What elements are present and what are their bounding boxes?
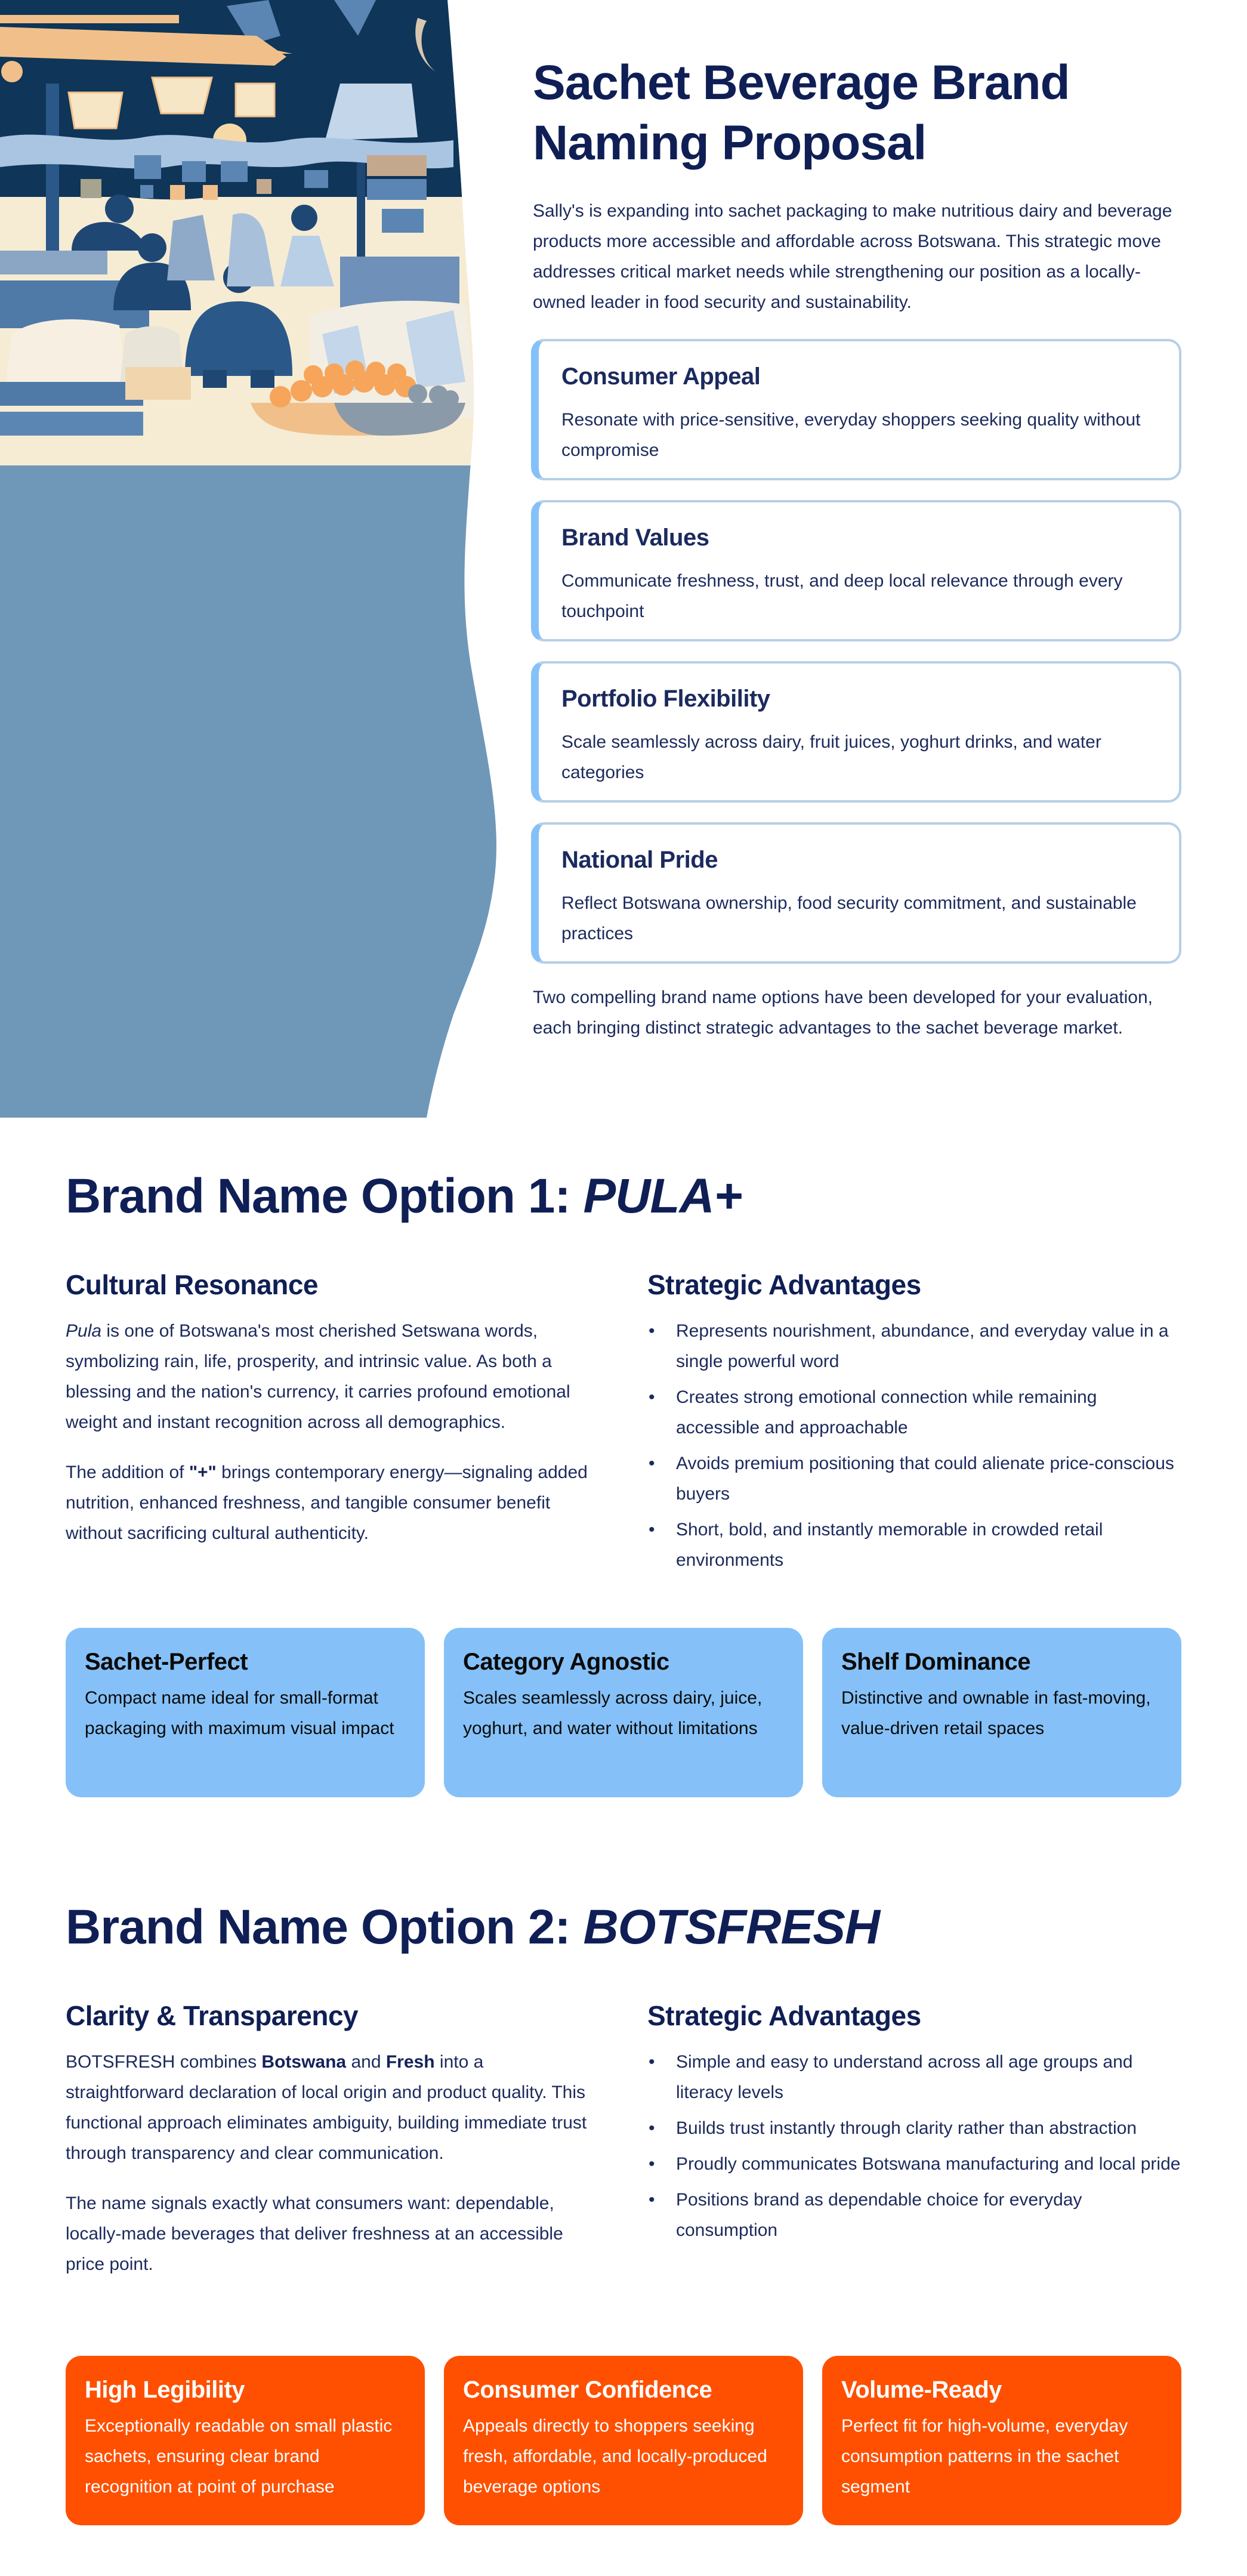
feature-text: Exceptionally readable on small plastic sachets, ensuring clear brand recognition at point of purchase [85, 2416, 393, 2497]
bullet-icon: • [649, 1321, 655, 1341]
feature-title: Shelf Dominance [841, 1649, 1031, 1675]
objective-card-national-pride [531, 822, 1181, 964]
cultural-paragraph-1 [66, 1316, 597, 1437]
advantage-item [647, 1448, 1181, 1509]
bullet-icon: • [649, 1387, 655, 1407]
advantage-item [647, 2185, 1181, 2245]
advantage-item [647, 1382, 1181, 1443]
cultural-resonance-column [66, 1268, 597, 1568]
advantages-list [647, 2047, 1181, 2245]
feature-text: Distinctive and ownable in fast-moving, value-driven retail spaces [841, 1688, 1151, 1738]
clarity-transparency-heading: Clarity & Transparency [66, 2000, 359, 2031]
advantages-list [647, 1316, 1181, 1575]
feature-title: High Legibility [85, 2377, 245, 2403]
advantage-item [647, 2047, 1181, 2108]
outro-paragraph: Two compelling brand name options have been developed for your evaluation, each bringing distinct strategic advantages to the sachet beverage market. [533, 988, 1153, 1038]
bullet-icon: • [649, 2190, 655, 2210]
cultural-paragraph-2 [66, 1457, 597, 1548]
option-2-feature-cards [66, 2356, 1181, 2525]
objective-title: Consumer Appeal [561, 363, 761, 390]
objective-card-portfolio-flexibility [531, 661, 1181, 803]
bullet-icon: • [649, 1520, 655, 1540]
advantage-item [647, 2149, 1181, 2179]
bullet-icon: • [649, 1454, 655, 1473]
clarity-paragraph-2: The name signals exactly what consumers want: dependable, locally-made beverages that deliver freshness at an accessible price point. [66, 2194, 563, 2274]
brand-name-pula-plus: PULA+ [583, 1169, 742, 1223]
objective-text: Scale seamlessly across dairy, fruit juices, yoghurt drinks, and water categories [561, 732, 1101, 782]
strategic-advantages-heading: Strategic Advantages [647, 1269, 921, 1300]
feature-title: Consumer Confidence [463, 2377, 712, 2403]
advantage-text: Short, bold, and instantly memorable in crowded retail environments [676, 1520, 1103, 1570]
feature-card-sachet-perfect [66, 1628, 425, 1797]
text-fragment: and [346, 2052, 386, 2072]
objective-title: Portfolio Flexibility [561, 686, 770, 712]
option-2-section [66, 1898, 1181, 2497]
feature-title: Volume-Ready [841, 2377, 1002, 2403]
clarity-paragraph-1 [66, 2047, 597, 2168]
fresh-emphasis: Fresh [385, 2052, 435, 2072]
feature-text: Perfect fit for high-volume, everyday consumption patterns in the sachet segment [841, 2416, 1128, 2497]
objective-text: Communicate freshness, trust, and deep local relevance through every touchpoint [561, 571, 1123, 621]
advantage-text: Creates strong emotional connection while remaining accessible and approachable [676, 1387, 1097, 1437]
option-title-prefix: Brand Name Option 2: [66, 1900, 584, 1954]
advantage-text: Positions brand as dependable choice for everyday consumption [676, 2190, 1082, 2240]
feature-text: Scales seamlessly across dairy, juice, yoghurt, and water without limitations [463, 1688, 763, 1738]
market-scene-illustration [0, 0, 501, 1118]
strategic-advantages-column [647, 1999, 1181, 2251]
option-1-title [66, 1167, 1181, 1226]
feature-text: Appeals directly to shoppers seeking fresh, affordable, and locally-produced beverage options [463, 2416, 767, 2497]
advantage-text: Builds trust instantly through clarity rather than abstraction [676, 2118, 1137, 2138]
feature-card-shelf-dominance [822, 1628, 1181, 1797]
text-fragment: brings contemporary energy—signaling added nutrition, enhanced freshness, and tangible consumer benefit without sacrificing cultural authenticity. [66, 1463, 588, 1543]
bullet-icon: • [649, 2052, 655, 2072]
brand-name-botsfresh: BOTSFRESH [583, 1900, 880, 1954]
intro-paragraph: Sally's is expanding into sachet packaging to make nutritious dairy and beverage products more accessible and affordable across Botswana. This strategic move addresses critical market needs while strengthening our position as a locally-owned leader in food security and sustainability. [533, 201, 1172, 312]
option-1-columns [66, 1268, 1181, 1602]
objective-title: Brand Values [561, 525, 709, 551]
objective-card-brand-values [531, 500, 1181, 641]
advantage-text: Represents nourishment, abundance, and everyday value in a single powerful word [676, 1321, 1169, 1371]
objective-title: National Pride [561, 847, 718, 873]
strategic-advantages-heading: Strategic Advantages [647, 2000, 921, 2031]
objective-text: Reflect Botswana ownership, food security commitment, and sustainable practices [561, 893, 1137, 943]
option-2-title [66, 1898, 1181, 1957]
cultural-paragraph-1-text: is one of Botswana's most cherished Setswana words, symbolizing rain, life, prosperity, and intrinsic value. As both a blessing and the nation's currency, it carries profound emotional weight and instant recognition across all demographics. [66, 1321, 570, 1432]
text-fragment: into a straightforward declaration of local origin and product quality. This functional approach eliminates ambiguity, building immediate trust through transparency and clear communication. [66, 2052, 587, 2163]
plus-emphasis: "+" [189, 1463, 217, 1482]
advantage-text: Proudly communicates Botswana manufacturing and local pride [676, 2154, 1181, 2174]
option-1-feature-cards [66, 1628, 1181, 1797]
hero-section [0, 0, 1247, 1118]
feature-card-high-legibility [66, 2356, 425, 2525]
objective-card-consumer-appeal [531, 339, 1181, 480]
feature-text: Compact name ideal for small-format packaging with maximum visual impact [85, 1688, 394, 1738]
botswana-emphasis: Botswana [261, 2052, 347, 2072]
advantage-text: Simple and easy to understand across all age groups and literacy levels [676, 2052, 1133, 2102]
feature-card-category-agnostic [444, 1628, 803, 1797]
objectives-list [531, 339, 1181, 983]
page-title: Sachet Beverage Brand Naming Proposal [533, 55, 1070, 170]
feature-card-consumer-confidence [444, 2356, 803, 2525]
hero-illustration [0, 0, 501, 1118]
option-title-prefix: Brand Name Option 1: [66, 1169, 584, 1223]
advantage-item [647, 1514, 1181, 1575]
feature-title: Sachet-Perfect [85, 1649, 248, 1675]
advantage-item [647, 2113, 1181, 2143]
strategic-advantages-column [647, 1268, 1181, 1581]
objective-text: Resonate with price-sensitive, everyday shoppers seeking quality without compromise [561, 410, 1141, 460]
cultural-resonance-heading: Cultural Resonance [66, 1269, 318, 1300]
feature-title: Category Agnostic [463, 1649, 669, 1675]
advantage-text: Avoids premium positioning that could alienate price-conscious buyers [676, 1454, 1174, 1504]
bullet-icon: • [649, 2118, 655, 2138]
text-fragment: The addition of [66, 1463, 189, 1482]
clarity-transparency-column [66, 1999, 597, 2299]
option-1-section [66, 1167, 1181, 1738]
advantage-item [647, 1316, 1181, 1377]
bullet-icon: • [649, 2154, 655, 2174]
text-fragment: BOTSFRESH combines [66, 2052, 262, 2072]
feature-card-volume-ready [822, 2356, 1181, 2525]
pula-emphasis: Pula [66, 1321, 102, 1341]
option-2-columns [66, 1999, 1181, 2333]
